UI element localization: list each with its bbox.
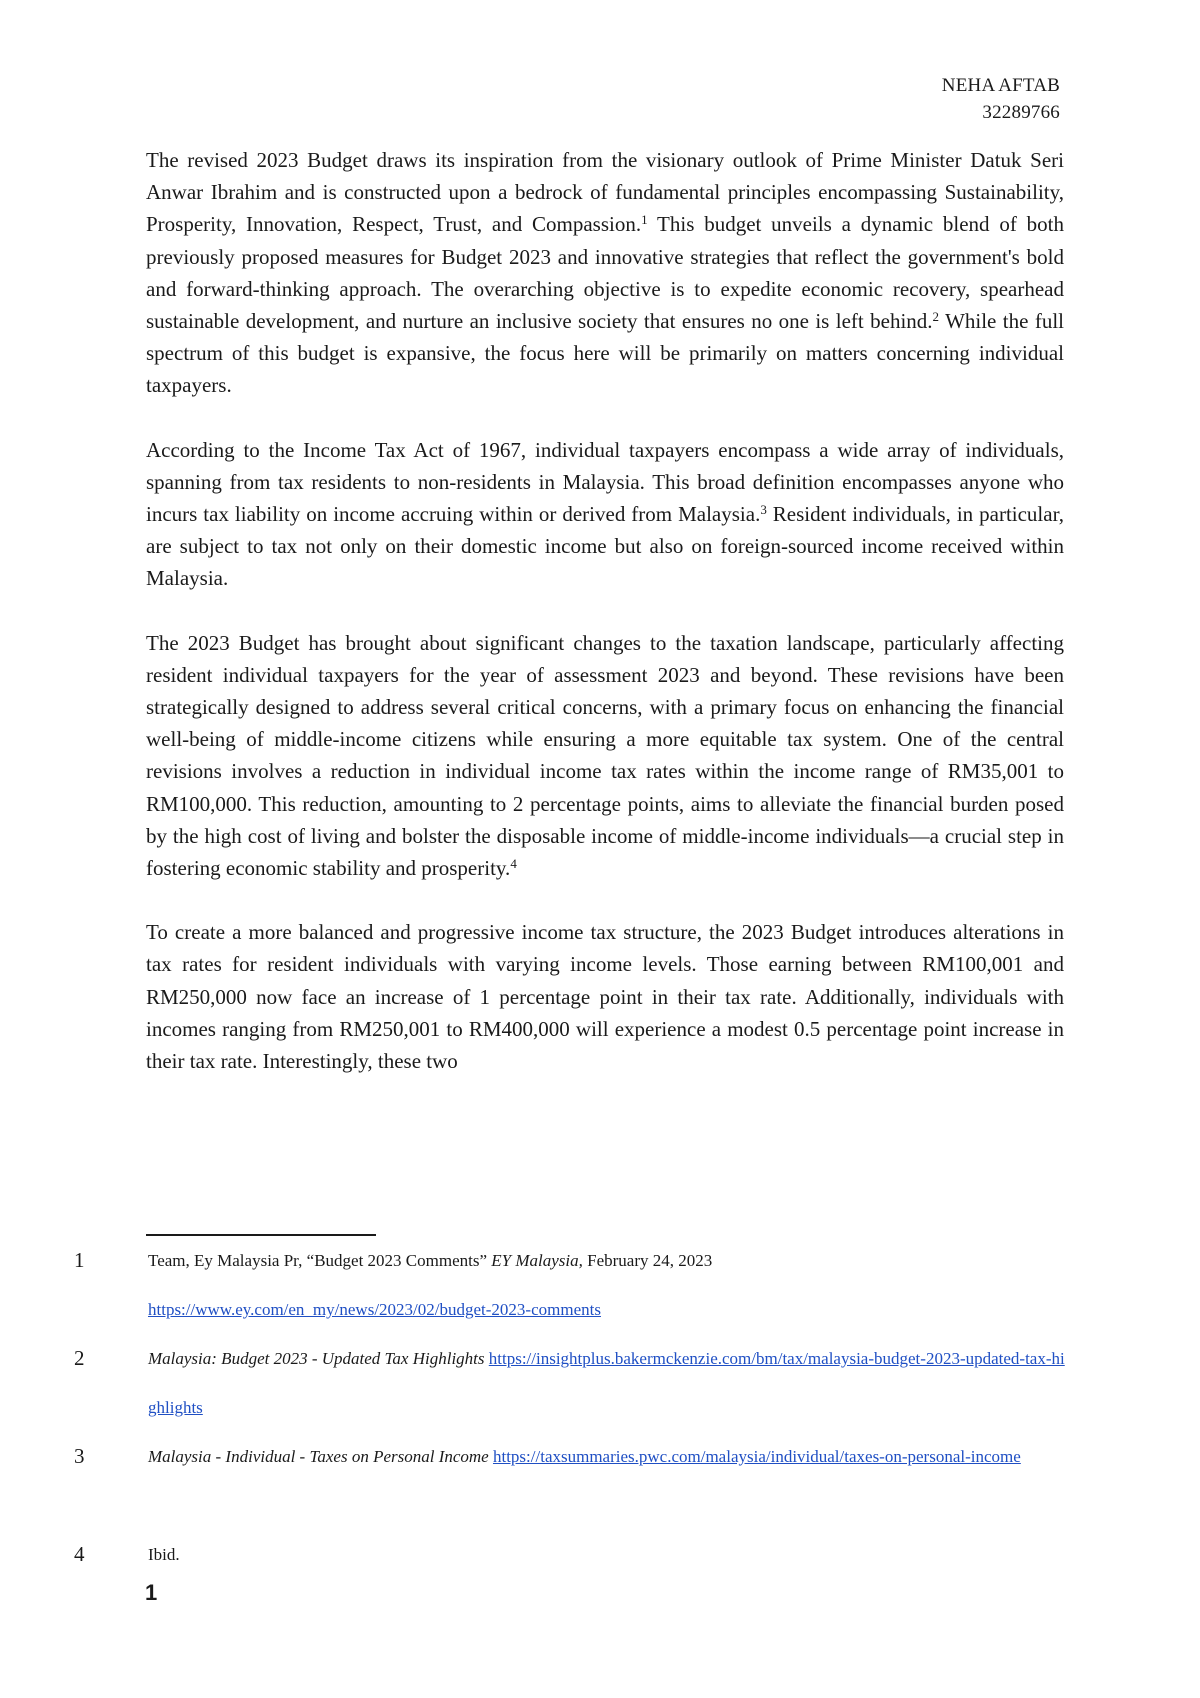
footnote-source: EY Malaysia, [491, 1251, 583, 1270]
paragraph-3-part-a: The 2023 Budget has brought about significant changes to the taxation landscape, particularly affecting resident individual taxpayers for the year of assessment 2023 and beyond. These revisions have been strategically designed to address several critical concerns, with a primary focus on enhancing the financial well-being of middle-income citizens while ensuring a more equitable tax system. One of the central revisions involves a reduction in individual income tax rates within the income range of RM35,001 to RM100,000. This reduction, amounting to 2 percentage points, aims to alleviate the financial burden posed by the high cost of living and bolster the disposable income of middle-income individuals—a crucial step in fostering economic stability and prosperity. [146, 630, 1064, 881]
footnote-number: 3 [74, 1444, 85, 1468]
footnote-ref-1[interactable]: 1 [641, 212, 648, 228]
footnote-link[interactable]: https://taxsummaries.pwc.com/malaysia/individual/taxes-on-personal-income [492, 1447, 1021, 1466]
footnote-citation: Ibid. [148, 1545, 180, 1564]
author-name: NEHA AFTAB [941, 75, 1060, 96]
footnote-text [148, 1334, 1068, 1432]
header-block [942, 72, 1060, 126]
paragraph-2-part-b: Resident individuals, in particular, are subject to tax not only on their domestic income but also on foreign-sourced income received within Malaysia. [146, 502, 1064, 591]
footnote-text [148, 1236, 1068, 1334]
footnote-ref-3[interactable]: 3 [760, 502, 767, 518]
footnote-date: February 24, 2023 [582, 1251, 713, 1270]
footnote-text [148, 1530, 1068, 1579]
footnote-citation: Team, Ey Malaysia Pr, “Budget 2023 Comments” [148, 1251, 492, 1270]
body-text [146, 144, 1064, 1109]
paragraph-4 [146, 916, 1064, 1077]
footnote-ref-2[interactable]: 2 [932, 309, 940, 325]
footnote-text [148, 1432, 1068, 1481]
footnote-ref-4[interactable]: 4 [510, 856, 517, 872]
footnote-number: 2 [74, 1346, 85, 1370]
paragraph-1 [146, 144, 1064, 402]
paragraph-2-part-a: According to the Income Tax Act of 1967, individual taxpayers encompass a wide array of individuals, spanning from tax residents to non-residents in Malaysia. This broad definition encompasses anyone who incurs tax liability on income accruing within or derived from Malaysia. [146, 437, 1064, 527]
paragraph-1-part-b: This budget unveils a dynamic blend of both previously proposed measures for Budget 2023 and innovative strategies that reflect the government's bold and forward-thinking approach. The overarching objective is to expedite economic recovery, spearhead sustainable development, and nurture an inclusive society that ensures no one is left behind. [146, 212, 1064, 334]
paragraph-1-part-a: The revised 2023 Budget draws its inspiration from the visionary outlook of Prime Minister Datuk Seri Anwar Ibrahim and is constructed upon a bedrock of fundamental principles encompassing Sustainability, Prosperity, Innovation, Respect, Trust, and Compassion. [146, 148, 1064, 237]
paragraph-2 [146, 434, 1064, 595]
paragraph-3 [146, 627, 1064, 885]
footnote-number: 4 [74, 1542, 85, 1566]
paragraph-4-part-a: To create a more balanced and progressive income tax structure, the 2023 Budget introduces alterations in tax rates for resident individuals with varying income levels. Those earning between RM100,001 and RM250,000 now face an increase of 1 percentage point in their tax rate. Additionally, individuals with incomes ranging from RM250,001 to RM400,000 will experience a modest 0.5 percentage point increase in their tax rate. Interestingly, these two [146, 920, 1064, 1074]
footnote-number: 1 [74, 1248, 85, 1272]
footnote-link[interactable]: https://www.ey.com/en_my/news/2023/02/budget-2023-comments [148, 1300, 601, 1319]
footnote-link[interactable]: https://insightplus.bakermckenzie.com/bm/tax/malaysia-budget-2023-updated-tax-highlights [148, 1349, 1065, 1417]
footnote-source: Malaysia - Individual - Taxes on Personal Income [148, 1447, 489, 1466]
paragraph-1-part-c: While the full spectrum of this budget is expansive, the focus here will be primarily on matters concerning individual taxpayers. [146, 309, 1065, 398]
student-id: 32289766 [982, 102, 1060, 123]
page-number: 1 [145, 1580, 158, 1605]
footnote-source: Malaysia: Budget 2023 - Updated Tax Highlights [148, 1349, 485, 1368]
